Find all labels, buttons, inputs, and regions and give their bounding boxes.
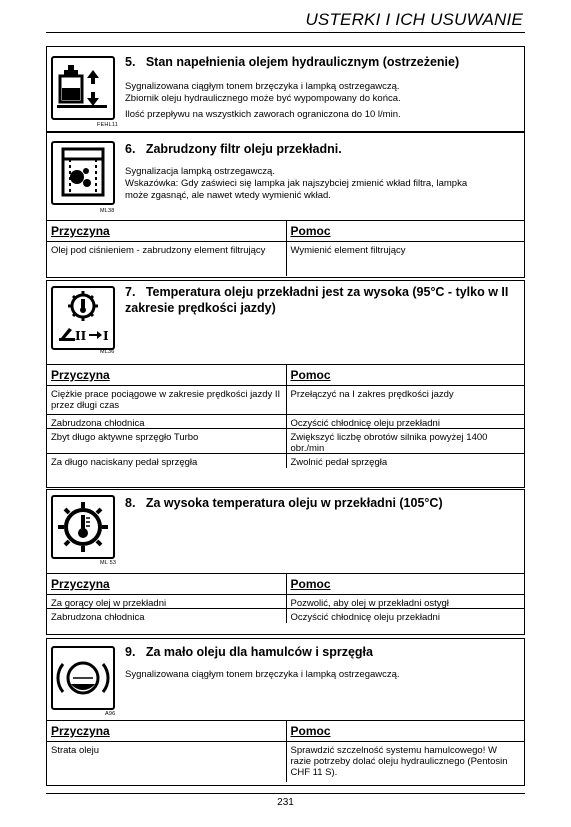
hydraulic-oil-level-icon [51,56,115,120]
remedy-cell: Zwolnić pedał sprzęgła [286,454,525,468]
description-line: Zbiornik oleju hydraulicznego może być wypompowany do końca. [125,93,401,104]
column-header-remedy: Pomoc [286,574,525,595]
transmission-filter-icon [51,141,115,205]
column-header-cause: Przyczyna [47,221,286,242]
section-description [125,81,516,121]
column-header-cause: Przyczyna [47,574,286,595]
cause-cell: Olej pod ciśnieniem - zabrudzony element filtrujący [51,245,266,256]
cause-cell: Zbyt długo aktywne sprzęgło Turbo [47,429,286,454]
description-line: może zgasnąć, ale nawet wtedy wymienić wkład. [125,190,331,201]
column-header-remedy: Pomoc [286,221,525,242]
section-title: 6. Zabrudzony filtr oleju przekładni. [125,142,342,156]
section-description [125,166,516,202]
cause-remedy-table [47,220,524,276]
description-line: Sygnalizacja lampką ostrzegawczą. [125,166,275,177]
table-header-row [47,574,524,595]
table-header-row [47,721,524,742]
table-header-row [47,221,524,242]
page-header-title: USTERKI I ICH USUWANIE [305,10,523,29]
cause-remedy-table [47,573,524,623]
fault-section-6 [46,132,525,278]
transmission-temperature-icon [51,495,115,559]
remedy-cell: Pozwolić, aby olej w przekładni ostygł [286,595,525,609]
fault-section-9 [46,638,525,786]
cause-cell: Za gorący olej w przekładni [47,595,286,609]
table-row [47,742,524,782]
svg-text:I: I [103,329,109,343]
description-line: Ilość przepływu na wszystkich zaworach ograniczona do 10 l/min. [125,109,401,120]
cause-cell: Strata oleju [51,745,100,756]
column-header-cause: Przyczyna [47,365,286,386]
icon-code-label: FEHL11 [97,122,118,128]
column-header-cause: Przyczyna [47,721,286,742]
table-header-row [47,365,524,386]
description-line: Wskazówka: Gdy zaświeci się lampka jak najszybciej zmienić wkład filtra, lampka [125,178,468,189]
icon-code-label: ML36 [100,349,115,355]
cause-remedy-table [47,364,524,468]
remedy-cell: Przełączyć na I zakres prędkości jazdy [286,386,525,415]
footer-divider [46,793,525,794]
section-title: 8. Za wysoka temperatura oleju w przekładni (105°C) [125,496,443,510]
section-title: 5. Stan napełnienia olejem hydraulicznym (ostrzeżenie) [125,55,460,69]
table-row [47,415,524,429]
cause-cell: Zabrudzona chłodnica [51,612,145,623]
cause-cell: Za długo naciskany pedał sprzęgła [51,457,198,468]
cause-remedy-table [47,720,524,782]
column-header-remedy: Pomoc [286,365,525,386]
table-row [47,386,524,415]
icon-code-label: ML 53 [100,560,117,566]
table-row [47,609,524,623]
description-line: Sygnalizowana ciągłym tonem brzęczyka i lampką ostrzegawczą. [125,669,400,680]
cause-cell: Zabrudzona chłodnica [47,415,286,429]
cause-cell: Ciężkie prace pociągowe w zakresie prędkości jazdy II przez długi czas [47,386,286,415]
remedy-cell: Wymienić element filtrujący [286,242,525,276]
remedy-cell: Sprawdzić szczelność systemu hamulcowego! W razie potrzeby dolać oleju hydraulicznego (Pentosin CHF 11 S). [286,742,525,782]
section-description [125,669,516,681]
fault-section-5 [46,46,525,132]
description-line: Sygnalizowana ciągłym tonem brzęczyka i lampką ostrzegawczą. [125,81,400,92]
fault-section-7 [46,280,525,488]
icon-code-label: A96 [105,711,116,717]
remedy-cell: Oczyścić chłodnicę oleju przekładni [286,609,525,623]
table-row [47,242,524,276]
brake-clutch-oil-level-icon [51,646,115,710]
remedy-cell: Oczyścić chłodnicę oleju przekładni [286,415,525,429]
svg-text:II: II [75,329,87,343]
remedy-cell: Zwiększyć liczbę obrotów silnika powyżej 1400 obr./min [286,429,525,454]
page-number: 231 [277,797,294,808]
transmission-temperature-range-icon [51,286,115,350]
column-header-remedy: Pomoc [286,721,525,742]
fault-section-8 [46,489,525,635]
header-divider [46,32,525,33]
section-title: 7. Temperatura oleju przekładni jest za wysoka (95°C - tylko w II zakresie prędkości jazdy) [125,285,509,315]
section-title: 9. Za mało oleju dla hamulców i sprzęgła [125,645,373,659]
icon-code-label: ML38 [100,208,115,214]
table-row [47,429,524,454]
table-row [47,454,524,468]
table-row [47,595,524,609]
